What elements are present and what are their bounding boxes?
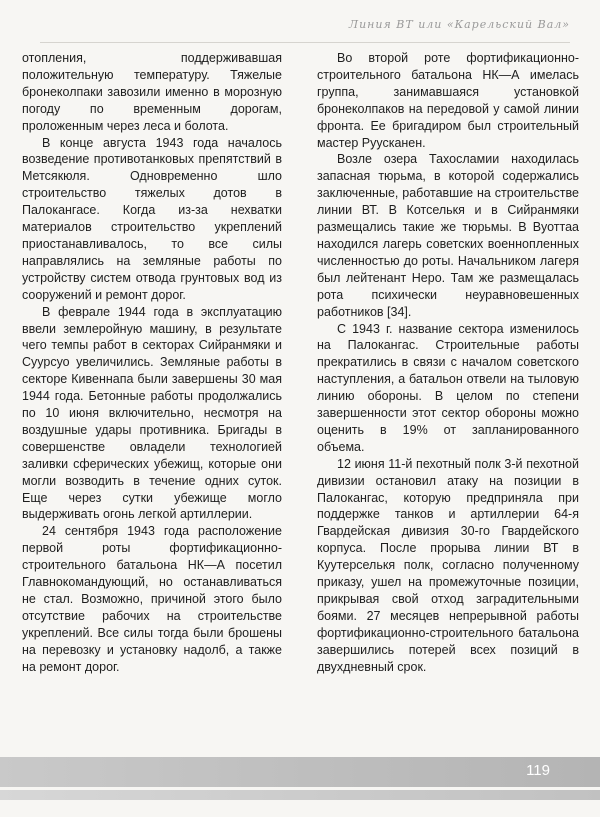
page-number: 119 [526, 762, 550, 779]
paragraph: 12 июня 11-й пехотный полк 3-й пехотной дивизии остановил атаку на позиции в Палокангас, которую предприняла при поддержке танков и артиллерии 64-я Гвардейская дивизия 30-го Гвардейского корпуса. После прорыва линии ВТ в Куутерселькя полк, согласно полученному приказу, ушел на промежуточные позиции, прикрывая свой отход заградительными боями. 27 месяцев непрерывной работы фортификационно-строительного батальона завершились потерей всех позиций в двухдневный срок. [317, 456, 579, 674]
left-column [22, 50, 282, 676]
running-header: Линия ВТ или «Карельский Вал» [348, 18, 570, 31]
paragraph: Возле озера Тахосламии находилась запасная тюрьма, в которой содержались заключенные, работавшие на строительстве линии ВТ. В Котселькя и в Сийранмяки размещались такие же тюрьмы. В Вуоттаа находился лагерь советских военнопленных численностью до роты. Начальником лагеря был лейтенант Неро. Там же размещалась рота психически неуравновешенных работников [34]. [317, 152, 579, 319]
paragraph: 24 сентября 1943 года расположение первой роты фортификационно-строительного батальона НК—А посетил Главнокомандующий, но останавливаться не стал. Возможно, причиной этого было отсутствие рабочих на строительстве укреплений. Все силы тогда были брошены на перевозку и установку надолб, а также на ремонт дорог. [22, 524, 282, 674]
paragraph: В конце августа 1943 года началось возведение противотанковых препятствий в Метсякюля. Одновременно шло строительство тяжелых дотов в Палокангасе. Когда из-за нехватки материалов строительство укреплений приостанавливалось, то все силы направлялись на земляные работы по устройству систем отвода грунтовых вод из сооружений и ремонт дорог. [22, 135, 282, 302]
right-column [317, 50, 579, 676]
footer-band [0, 757, 600, 787]
footer-strip [0, 790, 600, 800]
paragraph: Во второй роте фортификационно-строительного батальона НК—А имелась группа, занимавшаяся установкой бронеколпаков на передовой у самой линии фронта. Ее бригадиром был строительный мастер Руусканен. [317, 51, 579, 150]
header-divider [40, 42, 570, 43]
paragraph: отопления, поддерживавшая положительную температуру. Тяжелые бронеколпаки завозили именно в морозную погоду по временным дорогам, проложенным через леса и болота. [22, 51, 282, 133]
paragraph: С 1943 г. название сектора изменилось на Палокангас. Строительные работы прекратились в связи с началом советского наступления, а батальон отвели на тыловую линию обороны. В целом по степени завершенности этот сектор обороны можно оценить в 19% от запланированного объема. [317, 321, 579, 454]
paragraph: В феврале 1944 года в эксплуатацию ввели землеройную машину, в результате чего темпы работ в секторах Сийранмяки и Суурсуо увеличились. Земляные работы в секторе Кивеннапа были завершены 30 мая 1944 года. Бетонные работы продолжались по 10 июня включительно, несмотря на воздушные удары противника. Бригады в совершенстве овладели технологией заливки сферических убежищ, которые они могли возводить в течение одних суток. Еще через сутки убежище могло выдерживать огонь легкой артиллерии. [22, 304, 282, 522]
